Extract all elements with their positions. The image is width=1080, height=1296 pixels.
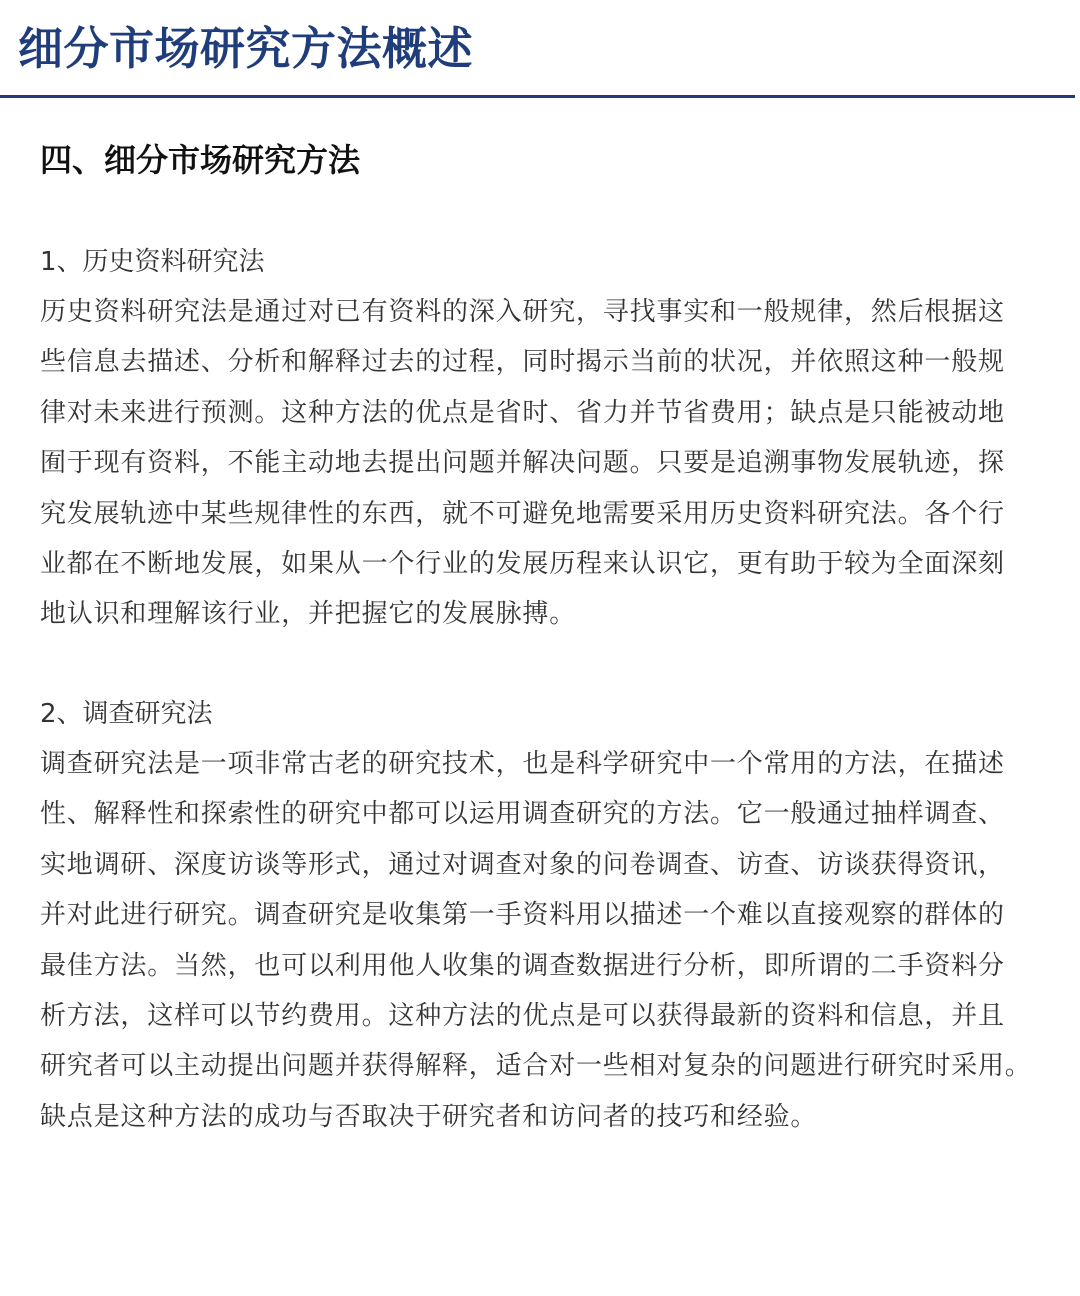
paragraph-line: 最佳方法。当然，也可以利用他人收集的调查数据进行分析，即所谓的二手资料分 [40,950,1005,981]
paragraph-line: 缺点是这种方法的成功与否取决于研究者和访问者的技巧和经验。 [40,1101,818,1132]
paragraph-line: 研究者可以主动提出问题并获得解释，适合对一些相对复杂的问题进行研究时采用。 [40,1051,1032,1082]
paragraph-line: 地认识和理解该行业，并把握它的发展脉搏。 [40,599,577,630]
section-heading: 四、细分市场研究方法 [40,141,361,179]
document-title: 细分市场研究方法概述 [18,22,474,75]
paragraph-line: 业都在不断地发展，如果从一个行业的发展历程来认识它，更有助于较为全面深刻 [40,549,1005,580]
method-title: 1、历史资料研究法 [40,247,265,277]
paragraph-line: 调查研究法是一项非常古老的研究技术，也是科学研究中一个常用的方法，在描述 [40,749,1005,779]
method-description [40,739,1070,1142]
paragraph-line: 并对此进行研究。调查研究是收集第一手资料用以描述一个难以直接观察的群体的 [40,900,1005,931]
paragraph-line: 历史资料研究法是通过对已有资料的深入研究，寻找事实和一般规律，然后根据这 [40,297,1005,327]
paragraph-line: 些信息去描述、分析和解释过去的过程，同时揭示当前的状况，并依照这种一般规 [40,347,1005,378]
paragraph-line: 析方法，这样可以节约费用。这种方法的优点是可以获得最新的资料和信息，并且 [40,1001,1005,1032]
document-header [0,0,1080,100]
paragraph-line: 性、解释性和探索性的研究中都可以运用调查研究的方法。它一般通过抽样调查、 [40,799,1005,830]
paragraph-line: 究发展轨迹中某些规律性的东西，就不可避免地需要采用历史资料研究法。各个行 [40,498,1005,529]
paragraph-line: 律对未来进行预测。这种方法的优点是省时、省力并节省费用；缺点是只能被动地 [40,397,1005,428]
method-survey-research [40,689,1070,1142]
method-title: 2、调查研究法 [40,699,213,729]
method-historical-research [40,237,1070,640]
paragraph-line: 囿于现有资料，不能主动地去提出问题并解决问题。只要是追溯事物发展轨迹，探 [40,448,1005,479]
method-description [40,287,1070,640]
paragraph-line: 实地调研、深度访谈等形式，通过对调查对象的问卷调查、访查、访谈获得资讯， [40,849,1005,880]
header-divider [0,95,1075,98]
